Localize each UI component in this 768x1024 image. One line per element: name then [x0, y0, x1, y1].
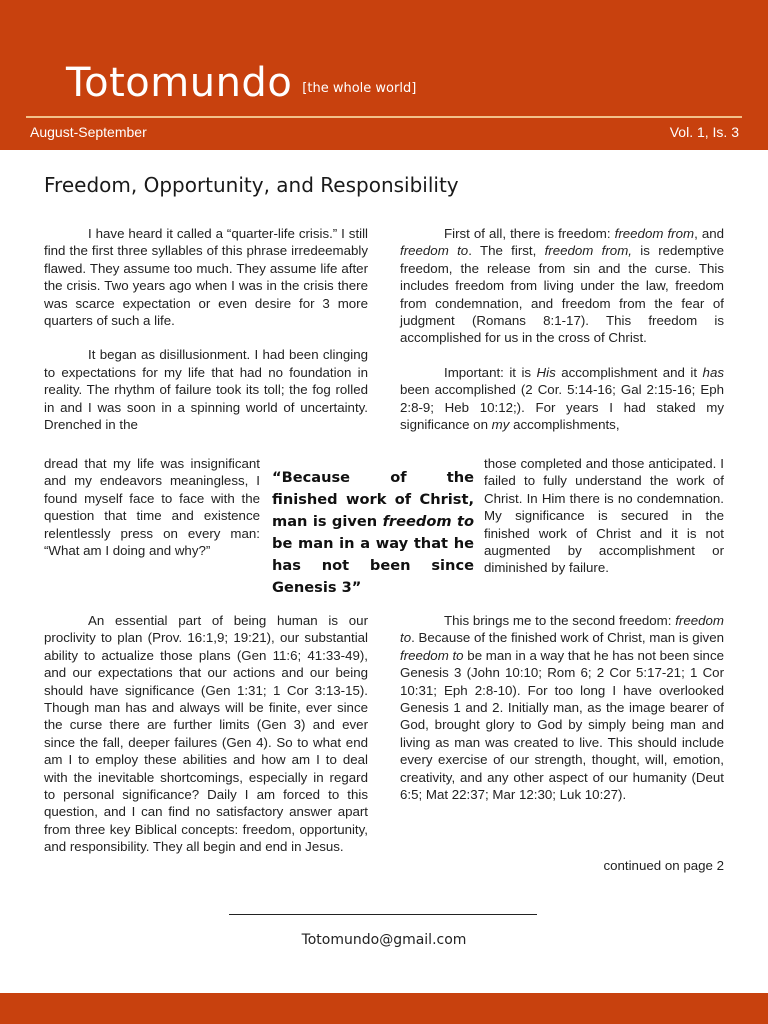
right-column-lower — [400, 612, 724, 820]
issue-date: August-September — [30, 124, 147, 140]
masthead-banner — [0, 0, 768, 150]
paragraph-wrap: those completed and those anticipated. I failed to fully understand the work of Christ. In Him there is no condemnation. My significance is secured in the finished work of Christ and it is not augmented by accomplishment or diminished by failure. — [484, 456, 724, 576]
issue-volume: Vol. 1, Is. 3 — [669, 124, 739, 140]
contact-email[interactable]: Totomundo@gmail.com — [301, 932, 467, 948]
newsletter-tagline: [the whole world] — [302, 81, 417, 96]
left-column — [44, 225, 368, 450]
masthead — [66, 60, 416, 106]
paragraph: Important: it is His accomplishment and it has been accomplished (2 Cor. 5:14-16; Gal 2:15-16; Eph 2:8-9; Heb 10:12;). For years I had staked my significance on my accomplishments, — [400, 364, 724, 433]
paragraph: This brings me to the second freedom: freedom to. Because of the finished work of Christ, man is given freedom to be man in a way that he has not been since Genesis 3 (John 10:10; Rom 6; 2 Cor 5:17-21; 1 Cor 10:31; Eph 2:8-10). For too long I have overlooked Genesis 1 and 2. Initially man, as the image bearer of God, brought glory to God by simply being man and living as man was created to live. This should include every exercise of our strength, thought, will, emotion, creativity, and any other aspect of our humanity (Deut 6:5; Mat 22:37; Mar 12:30; Luk 10:27). — [400, 613, 724, 803]
article-title: Freedom, Opportunity, and Responsibility — [44, 173, 459, 197]
footer-divider — [229, 914, 537, 915]
footer-banner — [0, 993, 768, 1024]
newsletter-name: Totomundo — [66, 60, 293, 106]
paragraph: It began as disillusionment. I had been clinging to expectations for my life that had no foundation in reality. The rhythm of failure took its toll; the fog rolled in and I was soon in a spinning world of uncertainty. Drenched in the — [44, 347, 368, 433]
paragraph: I have heard it called a “quarter-life crisis.” I still find the first three syllables of this phrase irredeemably flawed. They assume too much. They assume life after the crisis. Two years ago when I was in the crisis there was scarce expectation or even desire for 3 more quarters of such a life. — [44, 226, 368, 329]
pull-quote: “Because of the finished work of Christ, man is given freedom to be man in a way that he has not been since Genesis 3” — [272, 469, 474, 596]
paragraph-wrap: dread that my life was insignificant and my endeavors meaningless, I found myself face to face with the question that time and existence relentlessly press on every man: “What am I doing and why?” — [44, 456, 260, 559]
masthead-divider — [26, 116, 742, 118]
right-column — [400, 225, 724, 450]
left-column-lower — [44, 612, 368, 873]
paragraph: First of all, there is freedom: freedom from, and freedom to. The first, freedom from, is redemptive freedom, the release from sin and the curse. This includes freedom from living under the law, freedom from condemnation, and freedom from the fear of judgment (Romans 8:1-17). This freedom is accomplished for us in the cross of Christ. — [400, 226, 725, 346]
paragraph: An essential part of being human is our proclivity to plan (Prov. 16:1,9; 19:21), our substantial ability to actualize those plans (Gen 11:6; 41:33-49), and our expectations that our actions and our being should have significance (Gen 1:31; 1 Cor 3:13-15). Though man has and always will be finite, ever since the curse there are further limits (Gen 3) and ever since the fall, deeper failures (Gen 4). So to what end am I to employ these abilities and how am I to deal with the inevitable shortcomings, especially in regard to personal significance? Daily I am forced to this question, and I can find no satisfactory answer apart from three key Biblical concepts: freedom, opportunity, and responsibility. They all begin and end in Jesus. — [44, 613, 368, 855]
continued-note: continued on page 2 — [603, 858, 724, 873]
